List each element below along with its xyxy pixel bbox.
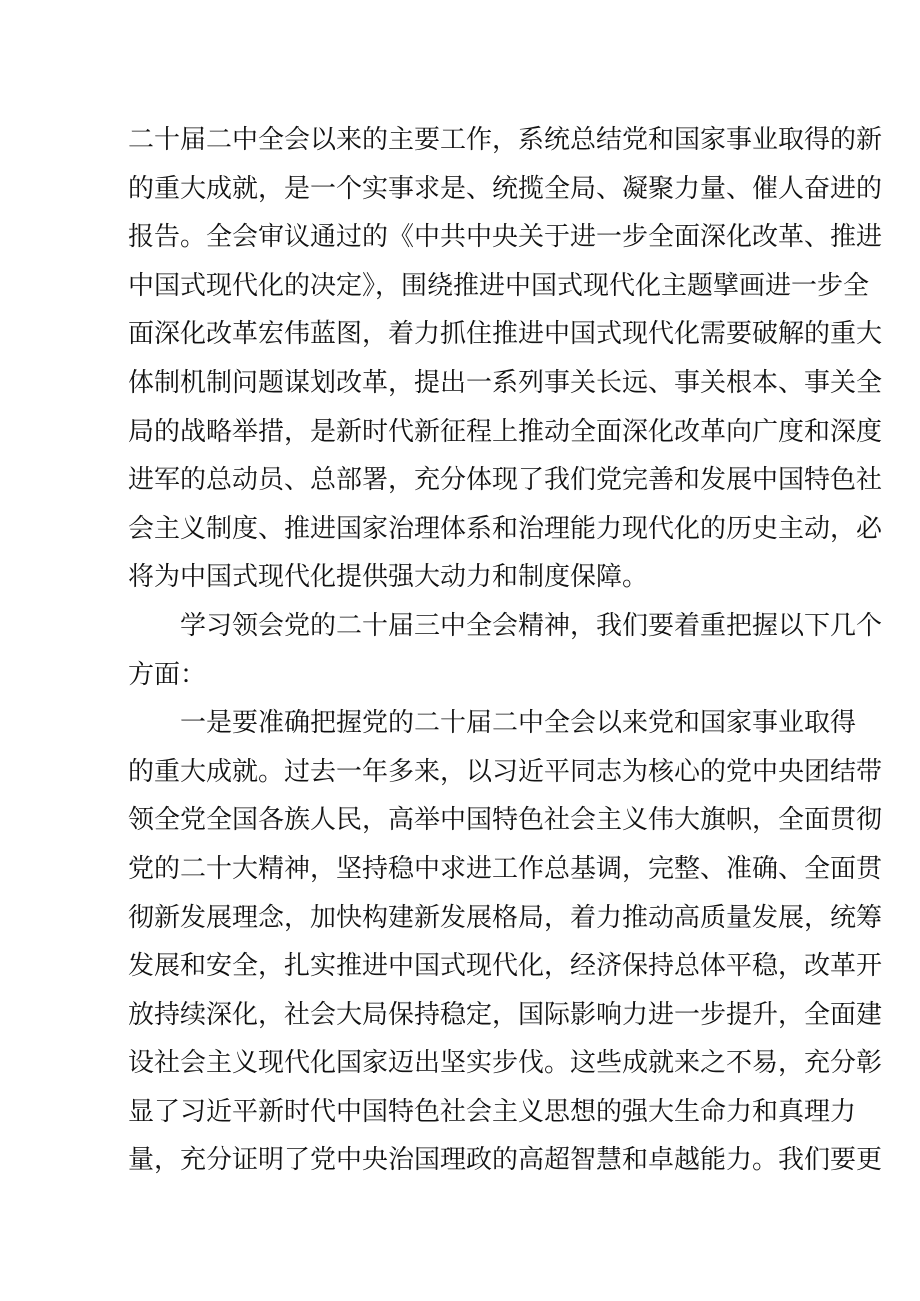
text-line: 党的二十大精神，坚持稳中求进工作总基调，完整、准确、全面贯 xyxy=(128,853,883,884)
text-line: 量，充分证明了党中央治国理政的高超智慧和卓越能力。我们要更 xyxy=(128,1145,883,1176)
text-line: 学习领会党的二十届三中全会精神，我们要着重把握以下几个 xyxy=(180,610,883,641)
text-line: 的重大成就。过去一年多来，以习近平同志为核心的党中央团结带 xyxy=(128,756,883,787)
text-line: 中国式现代化的决定》，围绕推进中国式现代化主题擘画进一步全 xyxy=(128,270,870,301)
text-line: 领全党全国各族人民，高举中国特色社会主义伟大旗帜，全面贯彻 xyxy=(128,805,883,836)
body-text xyxy=(128,116,883,1185)
text-line: 的重大成就，是一个实事求是、统揽全局、凝聚力量、催人奋进的 xyxy=(128,173,883,204)
text-line: 将为中国式现代化提供强大动力和制度保障。 xyxy=(128,562,649,593)
text-line: 二十届二中全会以来的主要工作，系统总结党和国家事业取得的新 xyxy=(128,125,883,155)
text-line: 面深化改革宏伟蓝图，着力抓住推进中国式现代化需要破解的重大 xyxy=(128,319,883,350)
text-line: 显了习近平新时代中国特色社会主义思想的强大生命力和真理力 xyxy=(128,1096,857,1127)
text-line: 发展和安全，扎实推进中国式现代化，经济保持总体平稳，改革开 xyxy=(128,951,883,982)
text-line: 彻新发展理念，加快构建新发展格局，着力推动高质量发展，统筹 xyxy=(128,902,883,933)
text-line: 局的战略举措，是新时代新征程上推动全面深化改革向广度和深度 xyxy=(128,416,883,447)
text-line: 放持续深化，社会大局保持稳定，国际影响力进一步提升，全面建 xyxy=(128,999,883,1030)
text-line: 体制机制问题谋划改革，提出一系列事关长远、事关根本、事关全 xyxy=(128,367,883,398)
text-line: 报告。全会审议通过的《中共中央关于进一步全面深化改革、推进 xyxy=(128,222,883,253)
text-line: 设社会主义现代化国家迈出坚实步伐。这些成就来之不易，充分彰 xyxy=(128,1048,883,1079)
text-line: 一是要准确把握党的二十届二中全会以来党和国家事业取得 xyxy=(180,708,857,739)
text-line: 进军的总动员、总部署，充分体现了我们党完善和发展中国特色社 xyxy=(128,465,883,496)
text-line: 方面： xyxy=(128,659,207,690)
text-line: 会主义制度、推进国家治理体系和治理能力现代化的历史主动，必 xyxy=(128,513,883,544)
